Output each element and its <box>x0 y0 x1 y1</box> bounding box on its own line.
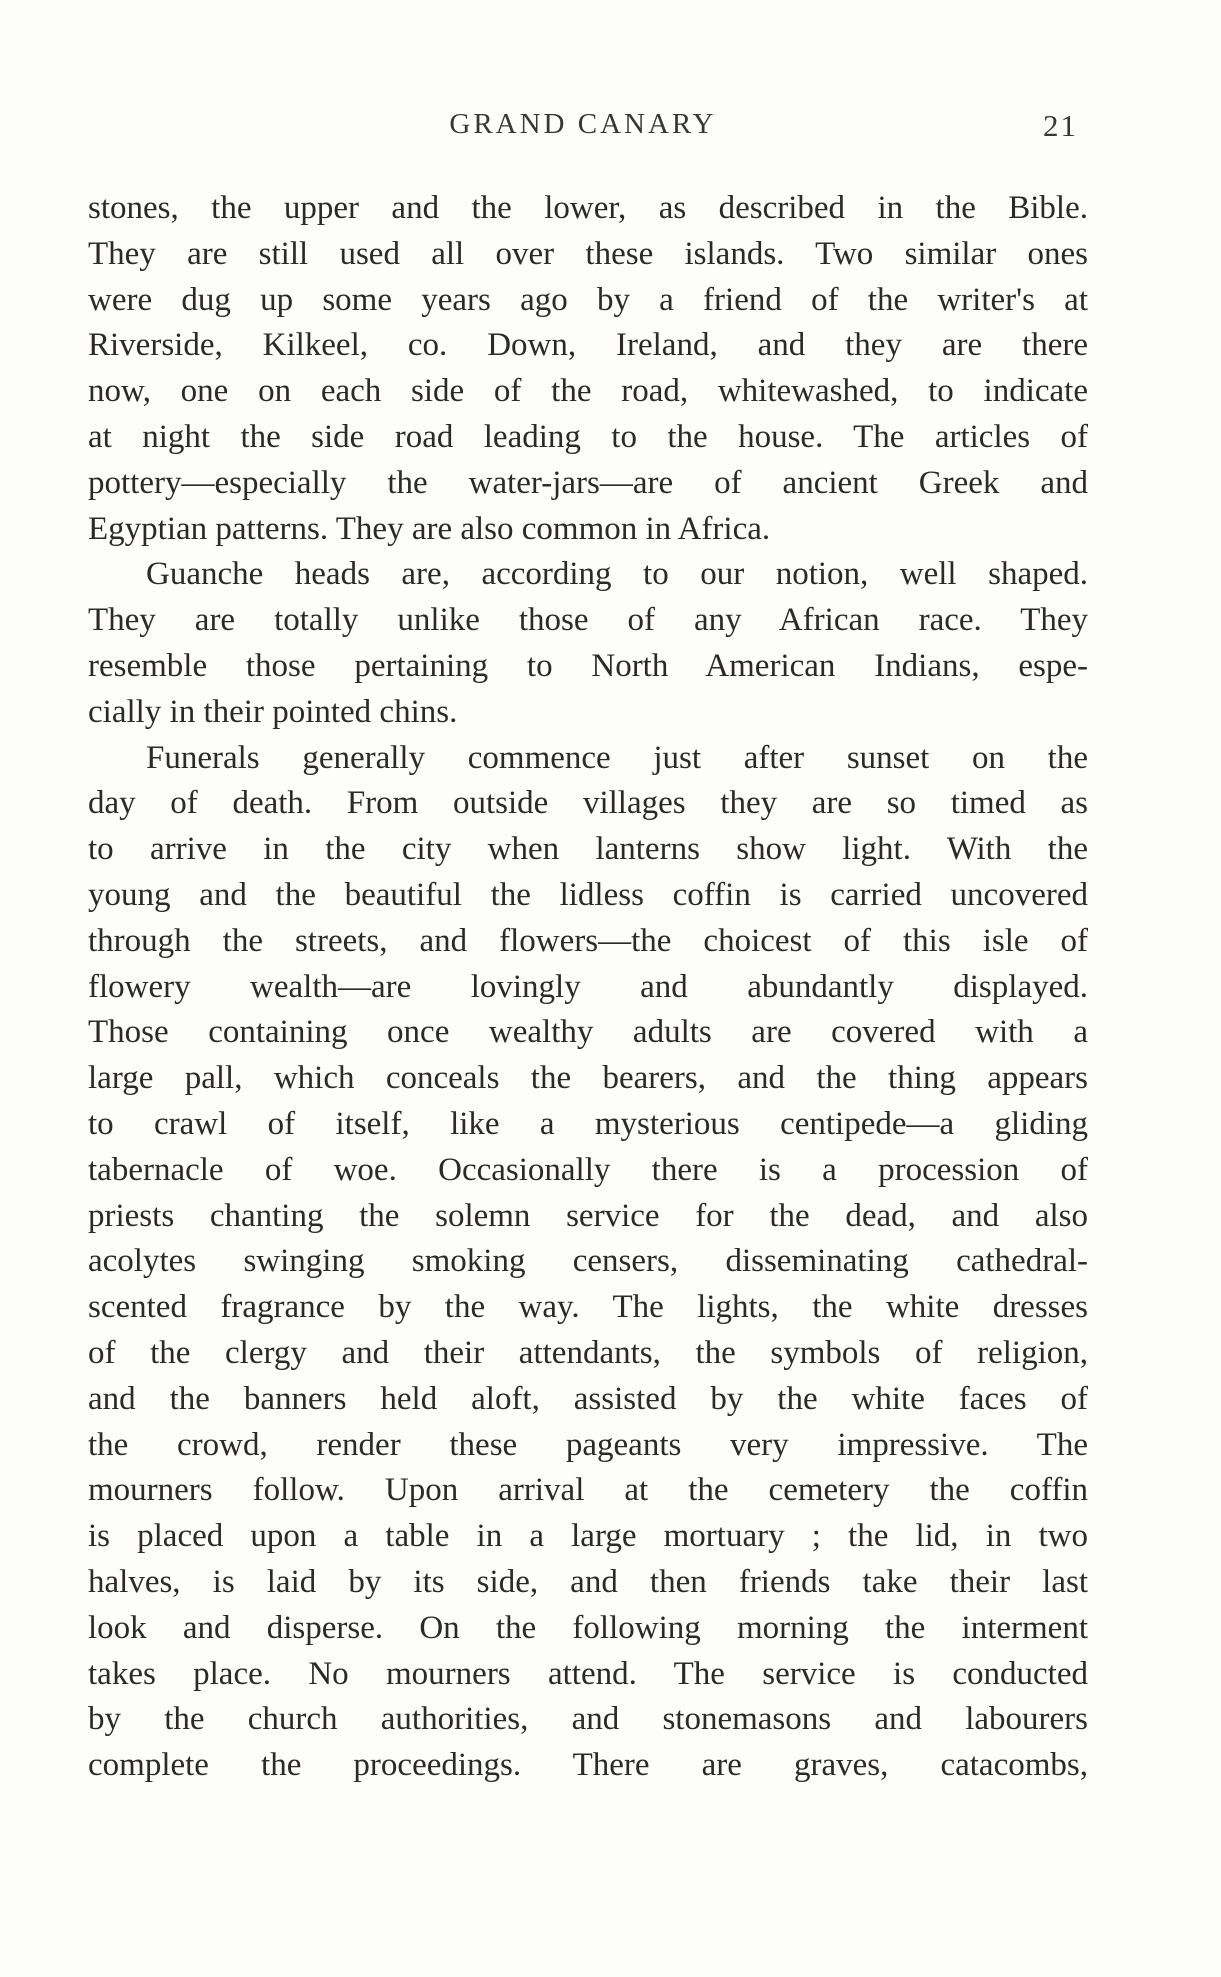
text-line: by the church authorities, and stonemasons and labourers <box>88 1701 1088 1738</box>
text-line: were dug up some years ago by a friend of the writer's at <box>88 281 1088 318</box>
paragraph-start-line: Guanche heads are, according to our notion, well shaped. <box>146 556 1088 593</box>
text-line: tabernacle of woe. Occasionally there is a procession of <box>88 1151 1088 1188</box>
text-line: now, one on each side of the road, whitewashed, to indicate <box>88 373 1088 410</box>
text-line: is placed upon a table in a large mortuary ; the lid, in two <box>88 1518 1088 1555</box>
page-number: 21 <box>1043 108 1078 143</box>
text-line: of the clergy and their attendants, the symbols of religion, <box>88 1334 1088 1371</box>
paragraph-start-line: Funerals generally commence just after sunset on the <box>146 739 1088 776</box>
text-line: They are still used all over these islands. Two similar ones <box>88 235 1088 272</box>
text-line: to crawl of itself, like a mysterious centipede—a gliding <box>88 1105 1088 1142</box>
text-line: They are totally unlike those of any African race. They <box>88 602 1088 639</box>
text-line: takes place. No mourners attend. The service is conducted <box>88 1655 1088 1692</box>
running-head-title: GRAND CANARY <box>449 108 717 140</box>
text-line: scented fragrance by the way. The lights, the white dresses <box>88 1289 1088 1326</box>
text-line: pottery—especially the water-jars—are of ancient Greek and <box>88 464 1088 501</box>
text-line: young and the beautiful the lidless coffin is carried uncovered <box>88 876 1088 913</box>
text-line: day of death. From outside villages they are so timed as <box>88 785 1088 822</box>
text-line: halves, is laid by its side, and then friends take their last <box>88 1563 1088 1600</box>
text-line: Egyptian patterns. They are also common in Africa. <box>88 510 771 547</box>
text-line: stones, the upper and the lower, as described in the Bible. <box>88 190 1088 226</box>
text-line: priests chanting the solemn service for the dead, and also <box>88 1197 1088 1234</box>
text-line: the crowd, render these pageants very impressive. The <box>88 1426 1088 1463</box>
running-head <box>88 108 1078 148</box>
text-line: complete the proceedings. There are graves, catacombs, <box>88 1747 1088 1784</box>
text-line: mourners follow. Upon arrival at the cemetery the coffin <box>88 1472 1088 1509</box>
text-line: Riverside, Kilkeel, co. Down, Ireland, and they are there <box>88 327 1088 364</box>
text-line: large pall, which conceals the bearers, and the thing appears <box>88 1060 1088 1097</box>
text-line: cially in their pointed chins. <box>88 693 458 730</box>
text-line: resemble those pertaining to North American Indians, espe- <box>88 647 1088 684</box>
text-line: look and disperse. On the following morning the interment <box>88 1609 1088 1646</box>
text-line: flowery wealth—are lovingly and abundantly displayed. <box>88 968 1088 1005</box>
text-line: through the streets, and flowers—the choicest of this isle of <box>88 922 1088 959</box>
text-line: acolytes swinging smoking censers, disseminating cathedral- <box>88 1243 1088 1280</box>
text-line: to arrive in the city when lanterns show light. With the <box>88 831 1088 868</box>
body-text <box>88 186 1088 1789</box>
text-line: and the banners held aloft, assisted by the white faces of <box>88 1380 1088 1417</box>
text-line: at night the side road leading to the house. The articles of <box>88 418 1088 455</box>
text-line: Those containing once wealthy adults are covered with a <box>88 1014 1088 1051</box>
